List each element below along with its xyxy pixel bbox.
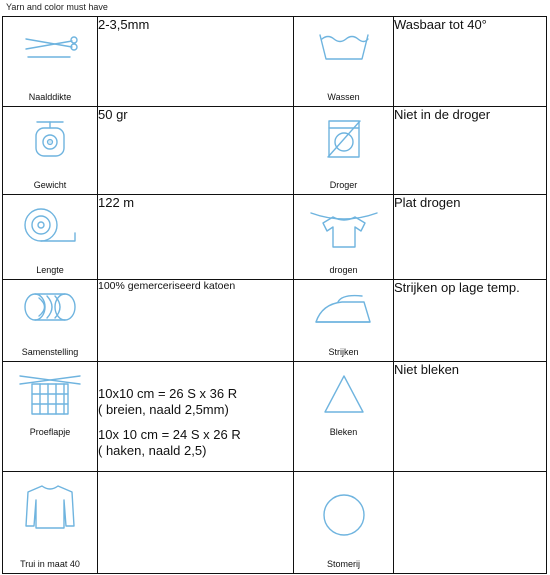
composition-cell (3, 280, 98, 362)
dryer-caption: Droger (329, 180, 358, 190)
dry-clean-value (394, 472, 547, 574)
table-row (3, 107, 547, 195)
tumble-dryer-icon (322, 117, 366, 161)
table-row (3, 280, 547, 362)
length-value: 122 m (98, 195, 294, 280)
washing-caption: Wassen (327, 92, 360, 102)
ironing-value: Strijken op lage temp. (394, 280, 547, 362)
washing-cell (294, 17, 394, 107)
bleach-triangle-icon (319, 372, 369, 416)
needles-icon (20, 27, 80, 67)
drying-cell (294, 195, 394, 280)
dryer-value: Niet in de droger (394, 107, 547, 195)
dryer-cell (294, 107, 394, 195)
table-row (3, 472, 547, 574)
length-cell (3, 195, 98, 280)
bleach-caption: Bleken (329, 427, 358, 437)
crochet-gauge-note: ( haken, naald 2,5) (98, 442, 207, 458)
bleach-value: Niet bleken (394, 362, 547, 472)
gauge-swatch-caption: Proeflapje (29, 427, 71, 437)
dry-clean-cell (294, 472, 394, 574)
yarn-care-table (2, 16, 547, 574)
bleach-cell (294, 362, 394, 472)
dry-clean-caption: Stomerij (326, 559, 360, 569)
washing-value: Wasbaar tot 40° (394, 17, 547, 107)
composition-caption: Samenstelling (21, 347, 79, 357)
iron-icon (312, 290, 376, 330)
scale-icon (25, 117, 75, 161)
table-row (3, 17, 547, 107)
weight-cell (3, 107, 98, 195)
sweater-size-value (98, 472, 294, 574)
length-caption: Lengte (36, 265, 64, 275)
composition-value: 100% gemerceriseerd katoen (98, 280, 294, 362)
weight-caption: Gewicht (33, 180, 67, 190)
sweater-size-caption: Trui in maat 40 (20, 559, 80, 569)
tape-measure-icon (19, 205, 81, 245)
dry-clean-circle-icon (319, 490, 369, 540)
gauge-swatch-value (98, 362, 294, 472)
table-row (3, 362, 547, 472)
weight-value: 50 gr (98, 107, 294, 195)
needle-size-value: 2-3,5mm (98, 17, 294, 107)
ironing-cell (294, 280, 394, 362)
drying-value: Plat drogen (394, 195, 547, 280)
page-heading: Yarn and color must have (6, 2, 108, 12)
crochet-gauge: 10x 10 cm = 24 S x 26 R (98, 426, 241, 442)
needle-size-caption: Naalddikte (28, 92, 72, 102)
sweater-icon (22, 482, 78, 532)
gauge-swatch-cell (3, 362, 98, 472)
knit-gauge-note: ( breien, naald 2,5mm) (98, 402, 229, 418)
drying-caption: drogen (329, 265, 358, 275)
knit-gauge: 10x10 cm = 26 S x 36 R (98, 386, 238, 401)
sweater-size-cell (3, 472, 98, 574)
hanging-shirt-icon (309, 205, 379, 253)
table-row (3, 195, 547, 280)
needle-size-cell (3, 17, 98, 107)
wash-tub-icon (314, 27, 374, 67)
yarn-skein-icon (19, 290, 81, 324)
ironing-caption: Strijken (328, 347, 359, 357)
swatch-icon (18, 372, 82, 418)
